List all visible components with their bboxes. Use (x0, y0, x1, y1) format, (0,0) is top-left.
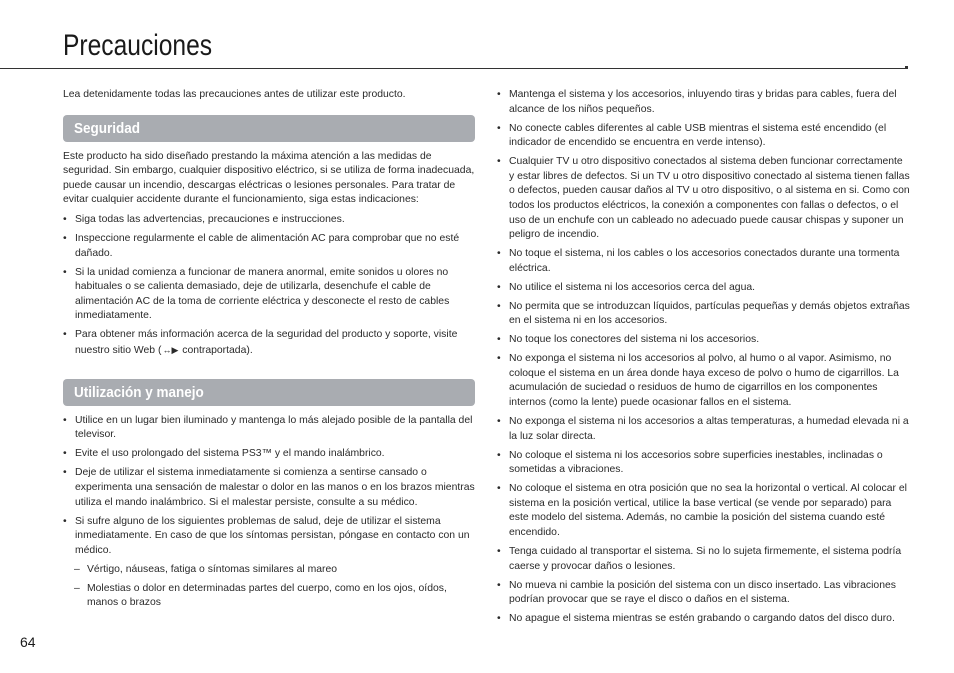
section-heading-label: Utilización y manejo (74, 383, 204, 401)
list-item: • Si sufre alguno de los siguientes problemas de salud, deje de utilizar el sistema inmediatamente. En caso de que los síntomas persistan, póngase en contacto con un médico. (63, 515, 475, 559)
list-item: • No toque los conectores del sistema ni los accesorios. (497, 333, 910, 348)
sub-list-item: – Molestias o dolor en determinadas partes del cuerpo, como en los ojos, oídos, manos o brazos (63, 582, 475, 611)
list-item: • No apague el sistema mientras se estén grabando o cargando datos del disco duro. (497, 612, 910, 627)
list-item: • No mueva ni cambie la posición del sistema con un disco insertado. Las vibraciones podrían provocar que se raye el disco o daños en el sistema. (497, 579, 910, 608)
title-rule-end-mark (905, 66, 908, 69)
sub-list-item: – Vértigo, náuseas, fatiga o síntomas similares al mareo (63, 563, 475, 578)
list-item: • Deje de utilizar el sistema inmediatamente si comienza a sentirse cansado o experimenta una sensación de malestar o dolor en las manos o en los brazos mientras utiliza el mando inalámbrico. Si el malestar persiste, consulte a su médico. (63, 466, 475, 510)
section-heading-manejo (63, 379, 475, 406)
list-item: • No exponga el sistema ni los accesorios al polvo, al humo o al vapor. Asimismo, no coloque el sistema en un área donde haya exceso de polvo o humo de cigarrillos. La acumulación de suciedad o residuos de humo de cigarrillos en los componentes internos (como la lente) puede ocasionar fallos en el sistema. (497, 352, 910, 410)
intro-text: Lea detenidamente todas las precauciones antes de utilizar este producto. (63, 89, 406, 100)
left-column (63, 88, 475, 615)
list-item: • Tenga cuidado al transportar el sistema. Si no lo sujeta firmemente, el sistema podría caerse y provocar daños o lesiones. (497, 545, 910, 574)
website-text-before: Para obtener más información acerca de la seguridad del producto y soporte, visite nuestro sitio Web ( (75, 329, 458, 356)
precautions-list (497, 88, 910, 627)
list-item-website (63, 328, 475, 358)
list-item: • No utilice el sistema ni los accesorios cerca del agua. (497, 281, 910, 296)
page-reference-arrow-icon: ↔▶ (162, 344, 179, 355)
seguridad-paragraph: Este producto ha sido diseñado prestando la máxima atención a las medidas de seguridad. Sin embargo, cualquier dispositivo eléctrico, si se utiliza de forma inadecuada, puede causar un incendio, descargas eléctricas o lesiones personales. Para tratar de evitar cualquier accidente durante el funcionamiento, siga estas indicaciones: (63, 150, 475, 206)
right-column (497, 88, 910, 631)
list-item: • No toque el sistema, ni los cables o los accesorios conectados durante una tormenta eléctrica. (497, 247, 910, 276)
list-item: • Utilice en un lugar bien iluminado y mantenga lo más alejado posible de la pantalla del televisor. (63, 414, 475, 443)
title-rule (0, 68, 908, 69)
list-item: • No conecte cables diferentes al cable USB mientras el sistema esté encendido (el indicador de encendido se encuentra en verde intenso). (497, 122, 910, 151)
list-item: • No permita que se introduzcan líquidos, partículas pequeñas y demás objetos extrañas en el sistema ni en los accesorios. (497, 300, 910, 329)
list-item: • Siga todas las advertencias, precauciones e instrucciones. (63, 213, 475, 228)
list-item: • No exponga el sistema ni los accesorios a altas temperaturas, a humedad elevada ni a la luz solar directa. (497, 415, 910, 444)
list-item: • Cualquier TV u otro dispositivo conectados al sistema deben funcionar correctamente y estar libres de defectos. Si un TV u otro dispositivo conectado al sistema tienen fallas o defectos, pueden causar daños al TV u otro dispositivo, o al sistema en si. Como con todos los productos eléctricos, la conexión a componentes con fallas o defectos, o el uso de un enchufe con un cableado no adecuado puede causar chispas y suponer un peligro de incendio. (497, 155, 910, 243)
section-heading-seguridad (63, 115, 475, 142)
seguridad-list (63, 213, 475, 359)
page-number: 64 (20, 634, 36, 650)
page-title: Precauciones (63, 29, 213, 62)
list-item: • No coloque el sistema ni los accesorios sobre superficies inestables, inclinadas o sometidas a vibraciones. (497, 449, 910, 478)
list-item: • Evite el uso prolongado del sistema PS3™ y el mando inalámbrico. (63, 447, 475, 462)
list-item: • Mantenga el sistema y los accesorios, inluyendo tiras y bridas para cables, fuera del alcance de los niños pequeños. (497, 88, 910, 117)
website-text-after: contraportada). (179, 344, 253, 356)
symptoms-list (63, 563, 475, 611)
section-heading-label: Seguridad (74, 119, 141, 137)
list-item: • Si la unidad comienza a funcionar de manera anormal, emite sonidos u olores no habituales o se calienta demasiado, deje de utilizarla, desenchufe el cable de alimentación AC de la toma de corriente eléctrica y desconecte el resto de cables inmediatamente. (63, 266, 475, 324)
list-item: • No coloque el sistema en otra posición que no sea la horizontal o vertical. Al colocar el sistema en la posición vertical, utilice la base vertical (se vende por separado) para este modelo del sistema. Además, no cambie la posición del sistema cuando esté encendido. (497, 482, 910, 540)
list-item: • Inspeccione regularmente el cable de alimentación AC para comprobar que no esté dañado. (63, 232, 475, 261)
manejo-list (63, 414, 475, 559)
